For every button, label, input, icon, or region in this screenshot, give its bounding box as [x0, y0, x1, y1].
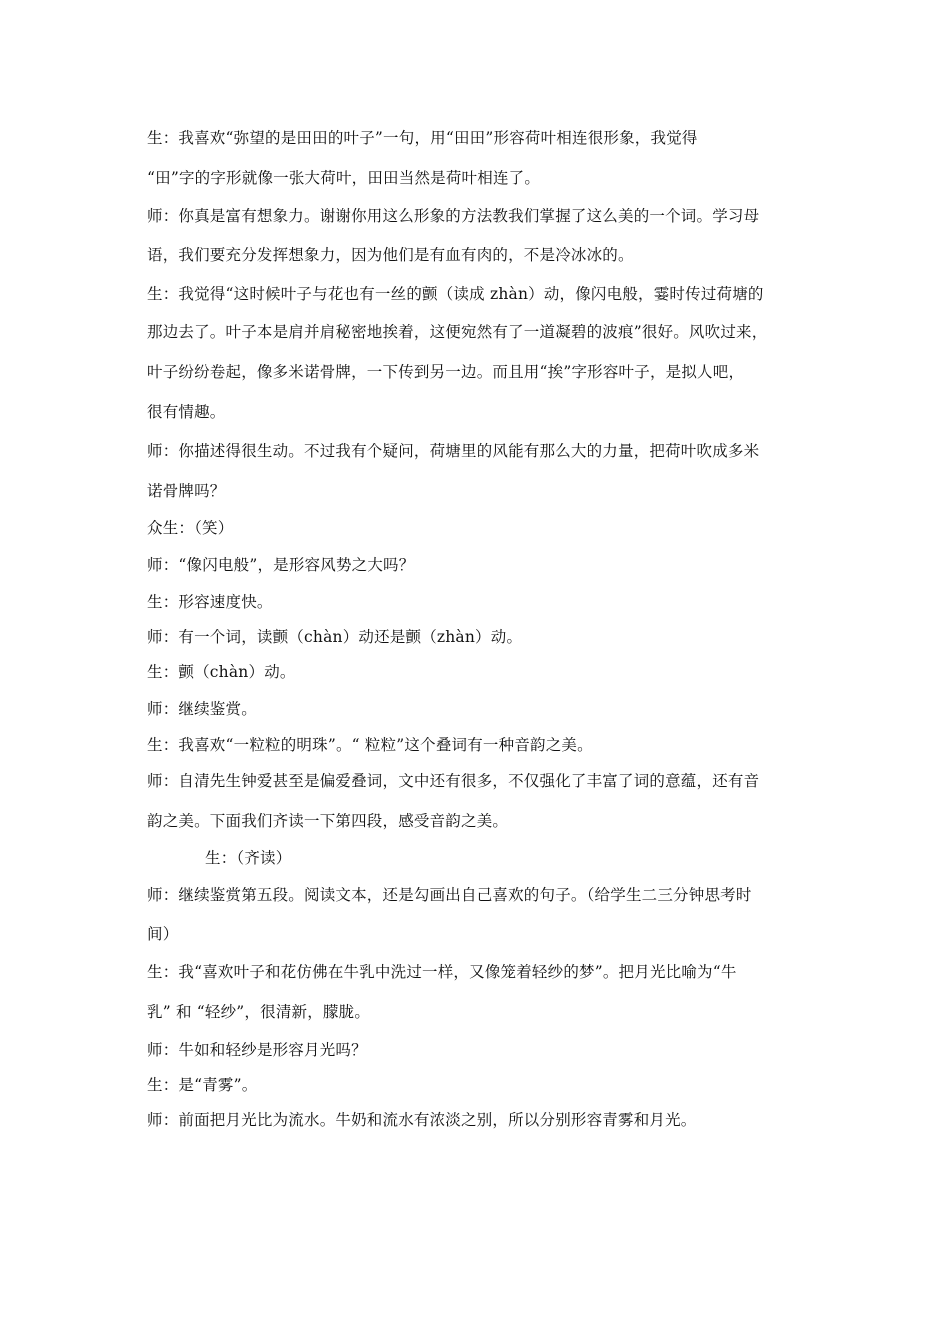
- text-line: 师：有一个词，读颤（chàn）动还是颤（zhàn）动。: [147, 628, 523, 646]
- text-line: 很有情趣。: [147, 403, 226, 421]
- text-line: 生：我喜欢“弥望的是田田的叶子”一句，用“田田”形容荷叶相连很形象，我觉得: [147, 129, 698, 147]
- text-line: 间）: [147, 925, 179, 943]
- text-line: 生：是“青雾”。: [147, 1076, 258, 1094]
- text-line: 那边去了。叶子本是肩并肩秘密地挨着，这便宛然有了一道凝碧的波痕”很好。风吹过来，: [147, 323, 768, 341]
- text-line: 生：我觉得“这时候叶子与花也有一丝的颤（读成 zhàn）动，像闪电般，霎时传过荷塘的: [147, 285, 764, 303]
- text-line: 师：你真是富有想象力。谢谢你用这么形象的方法教我们掌握了这么美的一个词。学习母: [147, 207, 760, 225]
- text-line: 生：颤（chàn）动。: [147, 663, 296, 681]
- text-line: 师：你描述得很生动。不过我有个疑问，荷塘里的风能有那么大的力量，把荷叶吹成多米: [147, 442, 760, 460]
- text-line: 生：我喜欢“一粒粒的明珠”。“ 粒粒”这个叠词有一种音韵之美。: [147, 736, 593, 754]
- text-line: 师：“像闪电般”，是形容风势之大吗？: [147, 556, 415, 574]
- text-line: 生：形容速度快。: [147, 593, 273, 611]
- text-line: 师：自清先生钟爱甚至是偏爱叠词，文中还有很多，不仅强化了丰富了词的意蕴，还有音: [147, 772, 760, 790]
- text-line: “田”字的字形就像一张大荷叶，田田当然是荷叶相连了。: [147, 169, 541, 187]
- text-line: 师：前面把月光比为流水。牛奶和流水有浓淡之别，所以分别形容青雾和月光。: [147, 1111, 697, 1129]
- text-line: 众生：（笑）: [147, 519, 234, 537]
- text-line: 师：牛如和轻纱是形容月光吗？: [147, 1041, 367, 1059]
- text-line: 语，我们要充分发挥想象力，因为他们是有血有肉的，不是冷冰冰的。: [147, 246, 634, 264]
- text-line: 生：（齐读）: [205, 849, 292, 867]
- text-line: 乳” 和 “轻纱”，很清新，朦胧。: [147, 1003, 371, 1021]
- text-line: 诺骨牌吗？: [147, 482, 226, 500]
- text-line: 师：继续鉴赏。: [147, 700, 257, 718]
- text-line: 韵之美。下面我们齐读一下第四段，感受音韵之美。: [147, 812, 509, 830]
- text-line: 叶子纷纷卷起，像多米诺骨牌，一下传到另一边。而且用“挨”字形容叶子，是拟人吧，: [147, 363, 745, 381]
- text-line: 师：继续鉴赏第五段。阅读文本，还是勾画出自己喜欢的句子。（给学生二三分钟思考时: [147, 886, 752, 904]
- text-line: 生：我“喜欢叶子和花仿佛在牛乳中洗过一样，又像笼着轻纱的梦”。把月光比喻为“牛: [147, 963, 737, 981]
